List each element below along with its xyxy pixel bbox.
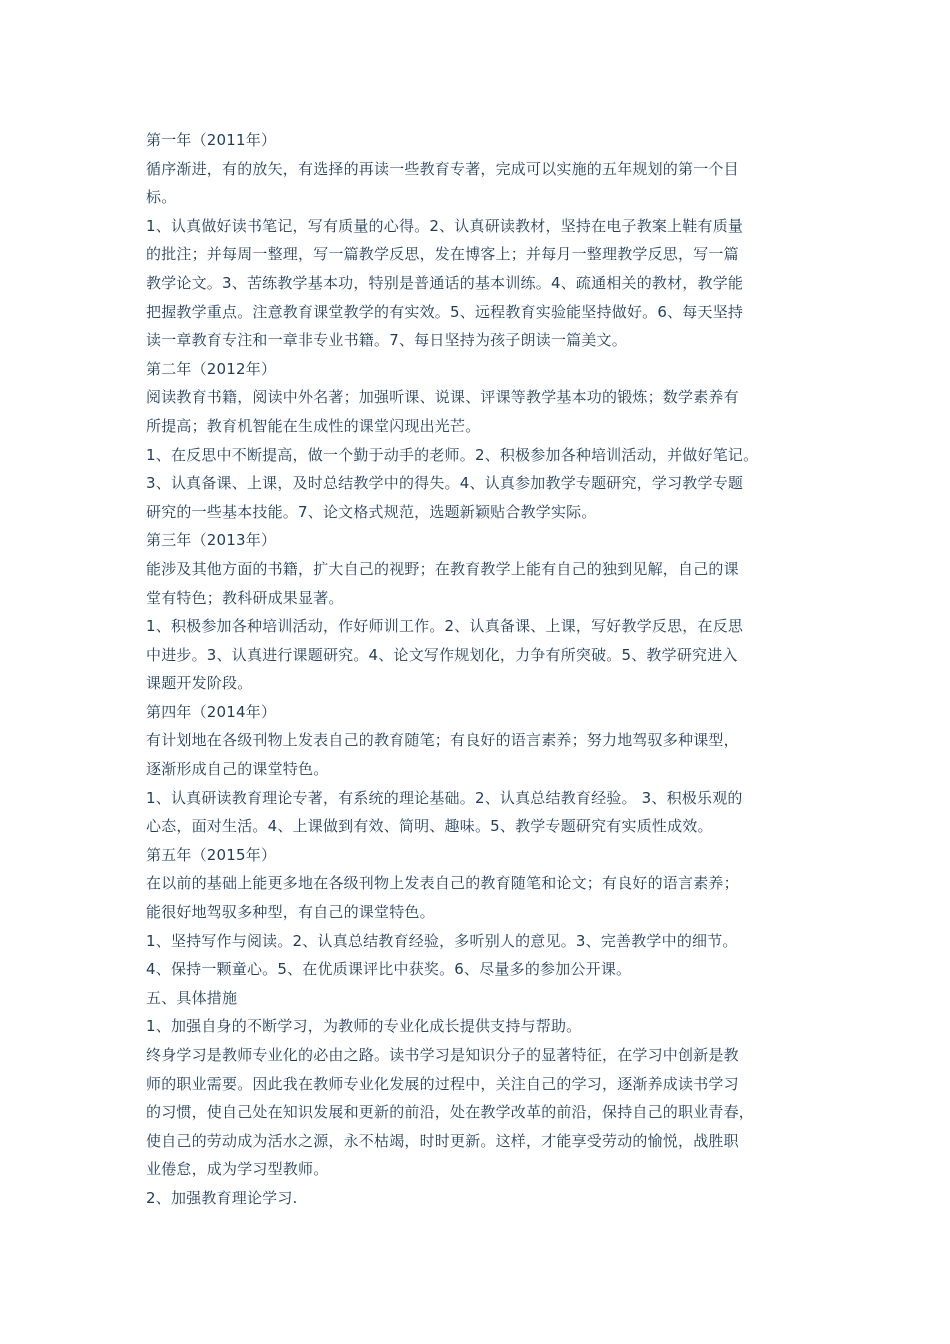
- text-line: 把握教学重点。注意教育课堂教学的有实效。5、远程教育实验能坚持做好。6、每天坚持: [146, 302, 744, 321]
- heading-year-3: 第三年（2013年）: [146, 531, 277, 550]
- text-line: 有计划地在各级刊物上发表自己的教育随笔；有良好的语言素养；努力地驾驭多种课型，: [146, 731, 739, 750]
- text-line: 1、加强自身的不断学习，为教师的专业化成长提供支持与帮助。: [146, 1017, 582, 1036]
- text-line: 心态，面对生活。4、上课做到有效、简明、趣味。5、教学专题研究有实质性成效。: [146, 817, 713, 836]
- text-line: 业倦怠，成为学习型教师。: [146, 1160, 329, 1179]
- heading-year-4: 第四年（2014年）: [146, 702, 277, 721]
- text-line: 课题开发阶段。: [146, 674, 253, 693]
- text-line: 能涉及其他方面的书籍，扩大自己的视野；在教育教学上能有自己的独到见解，自己的课: [146, 559, 739, 578]
- text-line: 教学论文。3、苦练教学基本功，特别是普通话的基本训练。4、疏通相关的教材，教学能: [146, 273, 744, 292]
- text-line: 阅读教育书籍，阅读中外名著；加强听课、说课、评课等教学基本功的锻炼；数学素养有: [146, 388, 739, 407]
- text-line: 1、积极参加各种培训活动，作好师训工作。2、认真备课、上课，写好教学反思，在反思: [146, 617, 744, 636]
- text-line: 标。: [146, 188, 177, 207]
- text-line: 1、认真做好读书笔记，写有质量的心得。2、认真研读教材，坚持在电子教案上鞋有质量: [146, 216, 744, 235]
- text-line: 所提高；教育机智能在生成性的课堂闪现出光芒。: [146, 416, 481, 435]
- text-line: 堂有特色；教科研成果显著。: [146, 588, 344, 607]
- heading-year-2: 第二年（2012年）: [146, 359, 277, 378]
- text-line: 在以前的基础上能更多地在各级刊物上发表自己的教育随笔和论文；有良好的语言素养；: [146, 874, 739, 893]
- text-line: 读一章教育专注和一章非专业书籍。7、每日坚持为孩子朗读一篇美文。: [146, 331, 627, 350]
- text-line: 师的职业需要。因此我在教师专业化发展的过程中，关注自己的学习，逐渐养成读书学习: [146, 1074, 739, 1093]
- text-line: 中进步。3、认真进行课题研究。4、论文写作规划化，力争有所突破。5、教学研究进入: [146, 645, 738, 664]
- text-line: 逐渐形成自己的课堂特色。: [146, 760, 329, 779]
- text-line: 的习惯，使自己处在知识发展和更新的前沿，处在教学改革的前沿，保持自己的职业青春，: [146, 1103, 755, 1122]
- text-line: 1、认真研读教育理论专著，有系统的理论基础。2、认真总结教育经验。 3、积极乐观的: [146, 788, 743, 807]
- text-line: 使自己的劳动成为活水之源，永不枯竭，时时更新。这样，才能享受劳动的愉悦，战胜职: [146, 1131, 739, 1150]
- section-heading-measures: 五、具体措施: [146, 988, 238, 1007]
- text-line: 循序渐进，有的放矢，有选择的再读一些教育专著，完成可以实施的五年规划的第一个目: [146, 159, 739, 178]
- heading-year-5: 第五年（2015年）: [146, 845, 277, 864]
- heading-year-1: 第一年（2011年）: [146, 131, 277, 149]
- document-body: [146, 126, 816, 1213]
- text-line: 3、认真备课、上课，及时总结教学中的得失。4、认真参加教学专题研究，学习教学专题: [146, 474, 744, 493]
- text-line: 研究的一些基本技能。7、论文格式规范，选题新颖贴合教学实际。: [146, 502, 597, 521]
- text-line: 4、保持一颗童心。5、在优质课评比中获奖。6、尽量多的参加公开课。: [146, 960, 632, 979]
- text-line: 的批注；并每周一整理，写一篇教学反思，发在博客上；并每月一整理教学反思，写一篇: [146, 245, 739, 264]
- text-line: 能很好地驾驭多种型，有自己的课堂特色。: [146, 903, 435, 922]
- text-line: 2、加强教育理论学习.: [146, 1188, 298, 1207]
- text-line: 1、在反思中不断提高，做一个勤于动手的老师。2、积极参加各种培训活动，并做好笔记。: [146, 445, 759, 464]
- text-line: 1、坚持写作与阅读。2、认真总结教育经验，多听别人的意见。3、完善教学中的细节。: [146, 931, 738, 950]
- text-line: 终身学习是教师专业化的必由之路。读书学习是知识分子的显著特征，在学习中创新是教: [146, 1046, 739, 1064]
